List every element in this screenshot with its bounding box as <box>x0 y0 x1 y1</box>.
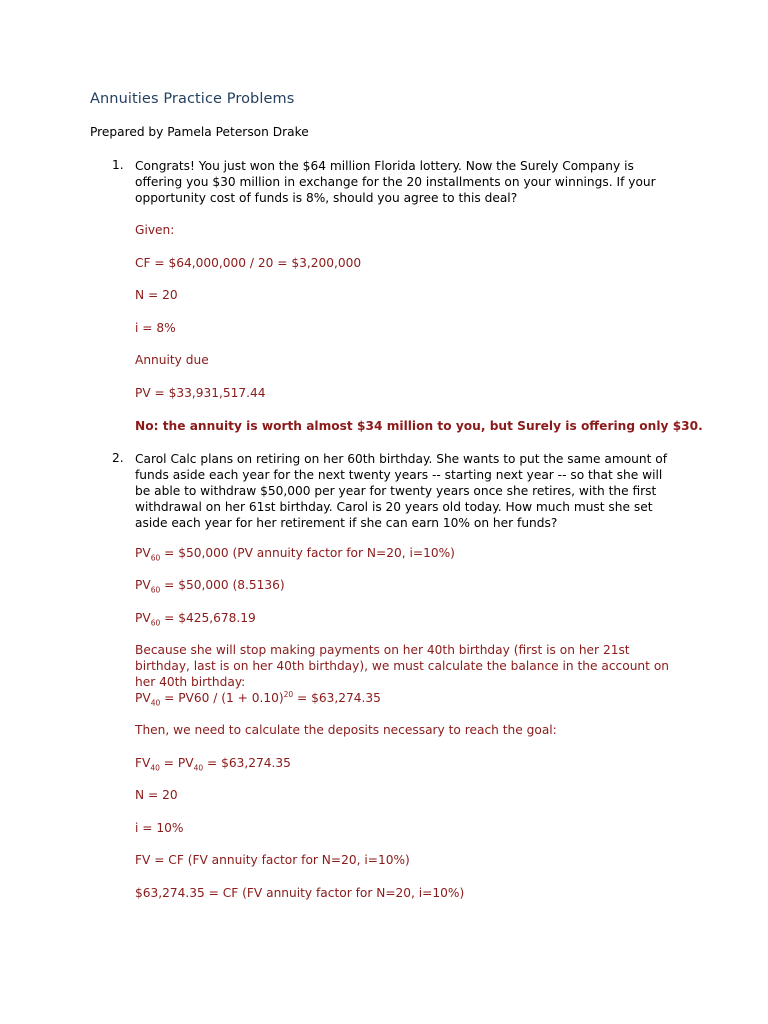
subscript-60: 60 <box>150 553 161 563</box>
pv-label: PV <box>135 546 151 560</box>
pv-label: PV <box>135 578 151 592</box>
problem-2-then: Then, we need to calculate the deposits necessary to reach the goal: <box>135 723 557 737</box>
problem-1-cf: CF = $64,000,000 / 20 = $3,200,000 <box>135 256 362 270</box>
problem-2-step-2 <box>135 577 285 593</box>
problem-2-fv40 <box>135 755 291 771</box>
pv-label: PV <box>135 611 151 625</box>
fv40-result: = $63,274.35 <box>203 756 291 770</box>
problem-2-number: 2. <box>112 451 124 465</box>
problem-1-given: Given: <box>135 223 175 237</box>
document-title: Annuities Practice Problems <box>90 91 295 107</box>
document-author: Prepared by Pamela Peterson Drake <box>90 125 309 139</box>
fv40-mid: = PV <box>159 756 194 770</box>
problem-2-n: N = 20 <box>135 788 178 802</box>
fv-label: FV <box>135 756 151 770</box>
problem-2-step-1 <box>135 545 455 561</box>
problem-1-i: i = 8% <box>135 321 176 335</box>
problem-1-number: 1. <box>112 158 124 172</box>
step-1-text: = $50,000 (PV annuity factor for N=20, i=10%) <box>160 546 455 560</box>
subscript-60: 60 <box>150 585 161 595</box>
problem-2-pv40 <box>135 690 381 706</box>
step-2-text: = $50,000 (8.5136) <box>160 578 285 592</box>
exponent-20: 20 <box>283 689 294 699</box>
problem-1-n: N = 20 <box>135 288 178 302</box>
pv40-result: = $63,274.35 <box>293 691 381 705</box>
pv-label: PV <box>135 691 151 705</box>
problem-2-last-line: $63,274.35 = CF (FV annuity factor for N=20, i=10%) <box>135 886 465 900</box>
subscript-40: 40 <box>193 763 204 773</box>
problem-1-question: Congrats! You just won the $64 million Florida lottery. Now the Surely Company is offering you $30 million in exchange for the 20 installments on your winnings. If your opportunity cost of funds is 8%, should you agree to this deal? <box>135 159 656 205</box>
problem-1-type: Annuity due <box>135 353 209 367</box>
problem-2-fv-formula: FV = CF (FV annuity factor for N=20, i=10%) <box>135 853 410 867</box>
problem-2-explanation: Because she will stop making payments on her 40th birthday (first is on her 21st birthday, last is on her 40th birthday), we must calculate the balance in the account on her 40th birthday: <box>135 643 669 689</box>
problem-2-question: Carol Calc plans on retiring on her 60th birthday. She wants to put the same amount of funds aside each year for the next twenty years -- starting next year -- so that she will be able to withdraw $50,000 per year for twenty years once she retires, with the first withdrawal on her 61st birthday. Carol is 20 years old today. How much must she set aside each year for her retirement if she can earn 10% on her funds? <box>135 452 668 530</box>
pv40-formula: = PV60 / (1 + 0.10) <box>160 691 284 705</box>
subscript-40: 40 <box>150 698 161 708</box>
subscript-60: 60 <box>150 618 161 628</box>
problem-1-answer: No: the annuity is worth almost $34 million to you, but Surely is offering only $30. <box>135 419 703 433</box>
problem-2-i: i = 10% <box>135 821 184 835</box>
subscript-40: 40 <box>150 763 160 773</box>
step-3-text: = $425,678.19 <box>160 611 256 625</box>
problem-2-step-3 <box>135 610 256 626</box>
problem-1-pv: PV = $33,931,517.44 <box>135 386 266 400</box>
